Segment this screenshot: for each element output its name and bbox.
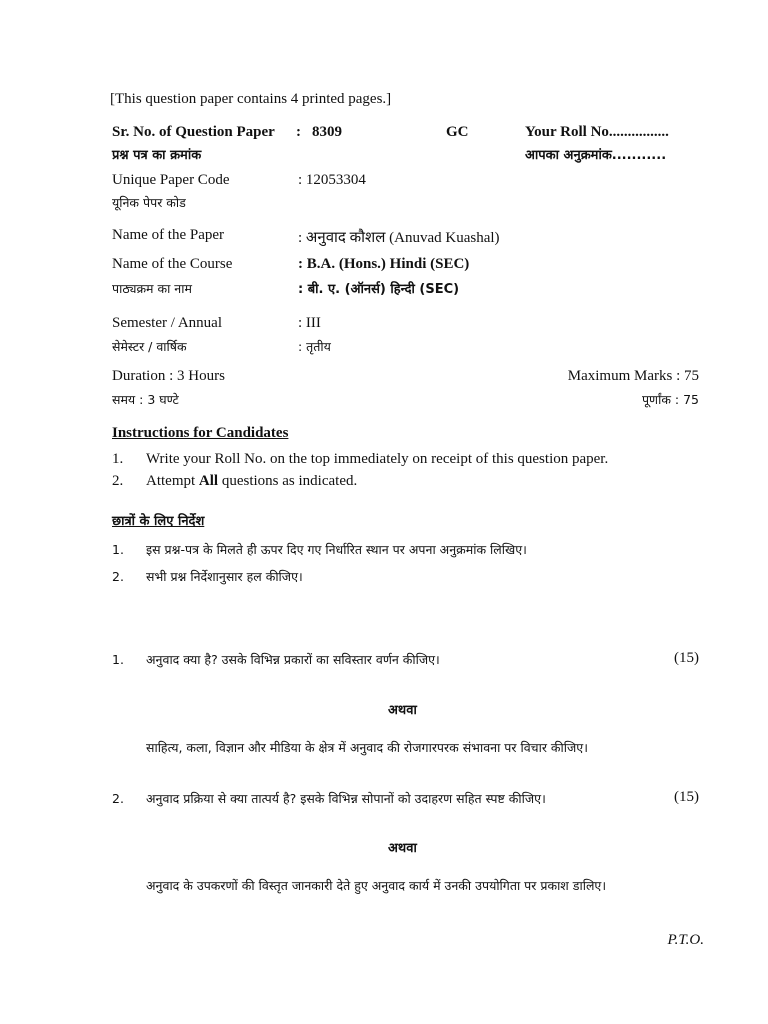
question-2-marks: (15) [674,789,699,805]
question-2-or-label: अथवा [388,841,417,856]
instruction-hindi-2-text: सभी प्रश्न निर्देशानुसार हल कीजिए। [146,569,303,584]
course-name-label-hindi: पाठ्यक्रम का नाम [112,281,192,296]
sr-no-label-hindi: प्रश्न पत्र का क्रमांक [112,148,202,163]
course-name-value: : B.A. (Hons.) Hindi (SEC) [298,256,470,272]
instruction-2-number: 2. [112,473,124,489]
maximum-marks: Maximum Marks : 75 [567,368,699,384]
duration-hindi: समय : 3 घण्टे [112,392,179,407]
gc-code: GC [446,124,469,140]
instruction-2-text: Attempt All questions as indicated. [146,473,358,489]
question-2-alternative: अनुवाद के उपकरणों की विस्तृत जानकारी देते हुए अनुवाद कार्य में उनकी उपयोगिता पर प्रकाश डालिए। [146,878,607,893]
upc-value: : 12053304 [298,172,366,188]
maximum-marks-hindi: पूर्णांक : 75 [641,392,699,407]
paper-name-value: : अनुवाद कौशल (Anuvad Kuashal) [298,230,500,246]
semester-value-hindi: : तृतीय [298,339,331,354]
roll-no-label-hindi: आपका अनुक्रमांक........... [525,148,667,163]
question-2-text: अनुवाद प्रक्रिया से क्या तात्पर्य है? इसके विभिन्न सोपानों को उदाहरण सहित स्पष्ट कीजिए। [146,791,546,806]
question-1-number: 1. [112,652,124,667]
roll-no-label: Your Roll No................ [525,124,669,140]
upc-label-hindi: यूनिक पेपर कोड [112,195,186,210]
instructions-title-hindi: छात्रों के लिए निर्देश [112,514,205,529]
instruction-hindi-2-number: 2. [112,569,124,584]
question-1-text: अनुवाद क्या है? उसके विभिन्न प्रकारों का सविस्तार वर्णन कीजिए। [146,652,440,667]
instruction-hindi-1-text: इस प्रश्न-पत्र के मिलते ही ऊपर दिए गए निर्धारित स्थान पर अपना अनुक्रमांक लिखिए। [146,542,527,557]
paper-name-label: Name of the Paper [112,227,225,243]
question-1-marks: (15) [674,650,699,666]
instruction-1-number: 1. [112,451,124,467]
sr-no-value: 8309 [312,124,342,140]
question-1-or-label: अथवा [388,703,417,718]
instructions-title: Instructions for Candidates [112,425,289,441]
page-count-note: [This question paper contains 4 printed pages.] [110,91,392,107]
sr-no-colon: : [296,124,301,140]
course-name-value-hindi: : बी. ए. (ऑनर्स) हिन्दी (SEC) [298,282,460,297]
instruction-hindi-1-number: 1. [112,542,124,557]
duration: Duration : 3 Hours [112,368,225,384]
question-2-number: 2. [112,791,124,806]
semester-label-hindi: सेमेस्टर / वार्षिक [112,339,187,354]
pto-note: P.T.O. [667,932,704,948]
upc-label: Unique Paper Code [112,172,230,188]
semester-value: : III [298,315,321,331]
instruction-1-text: Write your Roll No. on the top immediately on receipt of this question paper. [146,451,609,467]
sr-no-label: Sr. No. of Question Paper [112,124,275,140]
question-1-alternative: साहित्य, कला, विज्ञान और मीडिया के क्षेत्र में अनुवाद की रोजगारपरक संभावना पर विचार कीजिए। [146,740,588,755]
course-name-label: Name of the Course [112,256,233,272]
semester-label: Semester / Annual [112,315,222,331]
